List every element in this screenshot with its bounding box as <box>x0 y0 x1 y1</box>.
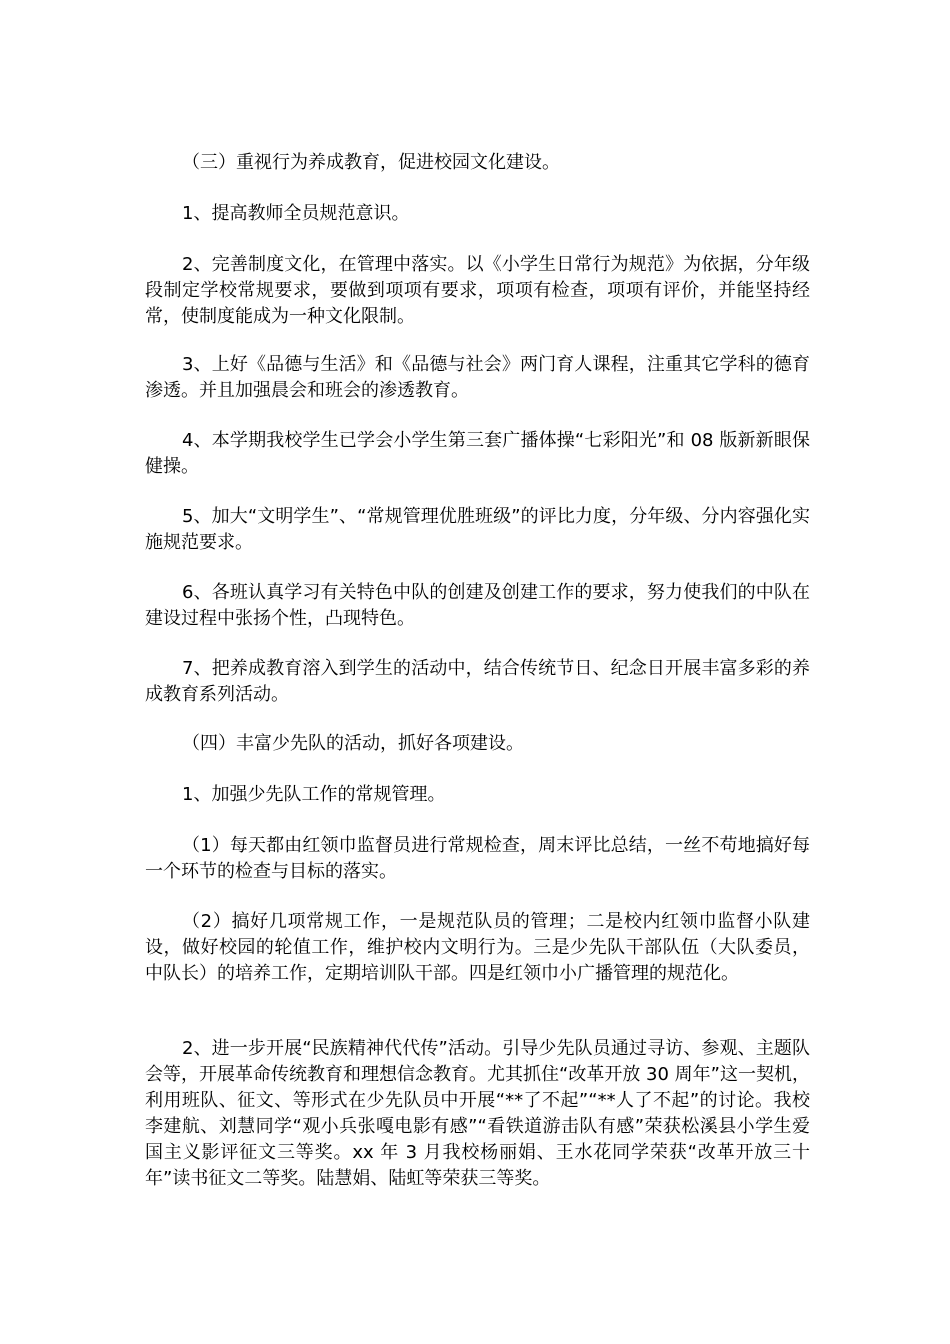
paragraph-subitem-1: （1）每天都由红领巾监督员进行常规检查，周末评比总结，一丝不苟地搞好每一个环节的检查与目标的落实。 <box>145 835 810 882</box>
paragraph-subitem-2: （2）搞好几项常规工作，一是规范队员的管理；二是校内红领巾监督小队建设，做好校园的轮值工作，维护校内文明行为。三是少先队干部队伍（大队委员，中队长）的培养工作，定期培训队干部。四是红领巾小广播管理的规范化。 <box>145 911 810 984</box>
paragraph-item-7: 7、把养成教育溶入到学生的活动中，结合传统节日、纪念日开展丰富多彩的养成教育系列活动。 <box>145 658 810 705</box>
paragraph-item-2: 2、完善制度文化，在管理中落实。以《小学生日常行为规范》为依据，分年级段制定学校常规要求，要做到项项有要求，项项有检查，项项有评价，并能坚持经常，使制度能成为一种文化限制。 <box>145 254 810 327</box>
paragraph-item-3: 3、上好《品德与生活》和《品德与社会》两门育人课程，注重其它学科的德育渗透。并且加强晨会和班会的渗透教育。 <box>145 354 810 401</box>
section-heading-3: （三）重视行为养成教育，促进校园文化建设。 <box>182 152 560 173</box>
section-heading-4: （四）丰富少先队的活动，抓好各项建设。 <box>182 733 524 754</box>
paragraph-item-1: 1、提高教师全员规范意识。 <box>182 203 410 224</box>
paragraph-item-5: 5、加大“文明学生”、“常规管理优胜班级”的评比力度，分年级、分内容强化实施规范要求。 <box>145 506 810 553</box>
paragraph-item-4-2: 2、进一步开展“民族精神代代传”活动。引导少先队员通过寻访、参观、主题队会等，开展革命传统教育和理想信念教育。尤其抓住“改革开放 30 周年”这一契机，利用班队、征文、等形式在少先队员中开展“**了不起”“**人了不起”的讨论。我校李建航、刘慧同学“观小兵张嘎电影有感”“看铁道游击队有感”荣获松溪县小学生爱国主义影评征文三等奖。xx 年 3 月我校杨丽娟、王水花同学荣获“改革开放三十年”读书征文二等奖。陆慧娟、陆虹等荣获三等奖。 <box>145 1038 810 1189</box>
paragraph-item-4: 4、本学期我校学生已学会小学生第三套广播体操“七彩阳光”和 08 版新新眼保健操。 <box>145 430 810 477</box>
paragraph-item-6: 6、各班认真学习有关特色中队的创建及创建工作的要求，努力使我们的中队在建设过程中张扬个性，凸现特色。 <box>145 582 810 629</box>
paragraph-item-4-1: 1、加强少先队工作的常规管理。 <box>182 784 446 805</box>
